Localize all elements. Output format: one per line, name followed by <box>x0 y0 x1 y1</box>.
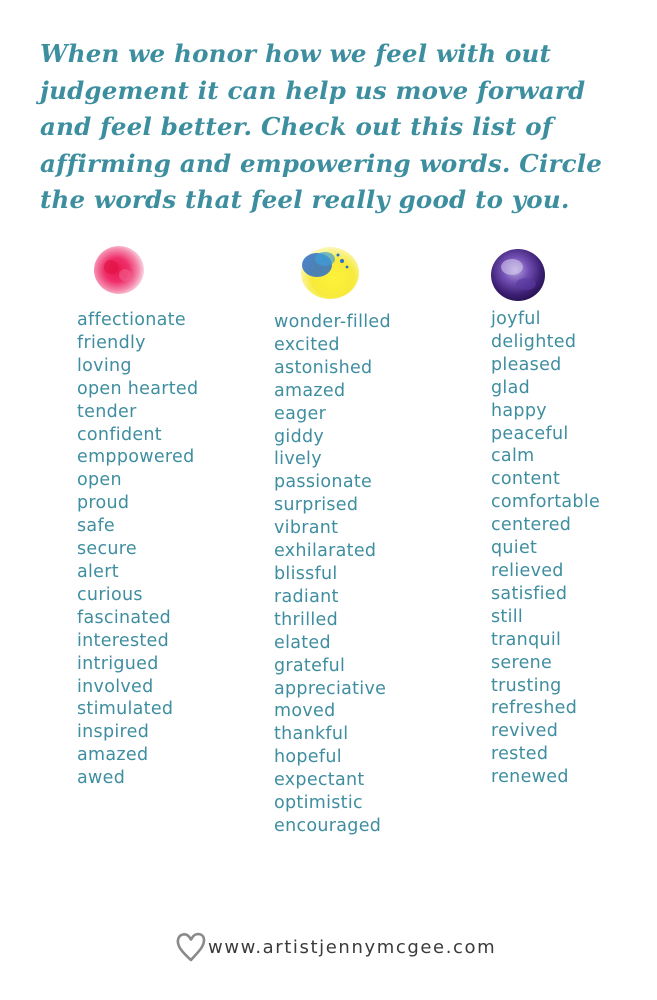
word-item: stimulated <box>77 699 174 720</box>
word-item: moved <box>274 701 336 722</box>
word-item: encouraged <box>274 815 382 836</box>
word-item: giddy <box>274 426 325 447</box>
word-item: centered <box>491 515 572 536</box>
word-item: calm <box>491 446 535 467</box>
word-item: emppowered <box>77 447 195 468</box>
word-item: fascinated <box>77 607 172 628</box>
word-item: still <box>491 606 524 627</box>
word-item: affectionate <box>77 310 186 330</box>
intro-text: When we honor how we feel with out judgement it can help us move forward and feel better. Check out this list of affirming and empowering words. Circle the words that feel really good to you. <box>40 39 603 214</box>
word-item: peaceful <box>491 423 569 444</box>
word-item: passionate <box>274 472 373 493</box>
word-list-1 <box>77 309 198 790</box>
word-item: happy <box>491 400 547 421</box>
pink-watercolor-dot-icon <box>92 243 146 297</box>
word-item: serene <box>491 652 553 673</box>
word-item: loving <box>77 355 132 376</box>
word-item: confident <box>77 424 162 445</box>
word-item: involved <box>77 676 154 697</box>
word-item: joyful <box>491 309 541 329</box>
word-item: thrilled <box>274 609 339 630</box>
word-item: rested <box>491 744 549 765</box>
word-item: friendly <box>77 332 146 353</box>
word-item: revived <box>491 721 559 742</box>
word-item: awed <box>77 768 126 789</box>
word-item: relieved <box>491 560 564 581</box>
word-item: grateful <box>274 655 346 676</box>
word-item: content <box>491 469 561 490</box>
purple-watercolor-dot-icon <box>488 246 548 304</box>
word-item: eager <box>274 403 327 424</box>
word-item: interested <box>77 630 170 651</box>
word-item: refreshed <box>491 698 578 719</box>
word-item: renewed <box>491 767 569 788</box>
word-item: intrigued <box>77 653 159 674</box>
word-item: appreciative <box>274 678 387 699</box>
word-item: secure <box>77 539 137 560</box>
word-list-2 <box>274 311 391 838</box>
word-item: quiet <box>491 538 538 559</box>
word-item: wonder-filled <box>274 312 391 332</box>
word-item: delighted <box>491 331 577 352</box>
word-item: optimistic <box>274 793 363 814</box>
word-item: expectant <box>274 770 365 791</box>
heart-icon <box>176 930 206 964</box>
word-item: curious <box>77 584 143 605</box>
word-item: thankful <box>274 724 349 745</box>
word-item: open hearted <box>77 378 199 399</box>
word-item: exhilarated <box>274 541 377 562</box>
word-item: open <box>77 470 122 491</box>
yellow-blue-watercolor-dot-icon <box>297 243 361 301</box>
word-item: comfortable <box>491 492 601 513</box>
word-item: hopeful <box>274 747 342 768</box>
website-link[interactable]: www.artistjennymcgee.com <box>208 936 497 958</box>
footer <box>176 930 496 964</box>
word-item: tranquil <box>491 629 562 650</box>
word-item: tender <box>77 401 137 422</box>
word-item: elated <box>274 632 331 653</box>
word-item: amazed <box>77 745 149 766</box>
word-item: glad <box>491 377 531 398</box>
word-item: excited <box>274 334 340 355</box>
word-item: safe <box>77 516 115 537</box>
word-item: astonished <box>274 357 373 378</box>
word-item: satisfied <box>491 583 568 604</box>
word-list-3 <box>491 308 600 789</box>
word-item: inspired <box>77 722 150 743</box>
word-item: proud <box>77 493 130 514</box>
word-item: lively <box>274 449 322 470</box>
word-item: blissful <box>274 563 338 584</box>
word-item: vibrant <box>274 518 339 539</box>
word-item: surprised <box>274 495 359 516</box>
word-item: alert <box>77 561 119 582</box>
word-item: pleased <box>491 354 562 375</box>
word-item: radiant <box>274 586 339 607</box>
word-item: trusting <box>491 675 562 696</box>
word-item: amazed <box>274 380 346 401</box>
